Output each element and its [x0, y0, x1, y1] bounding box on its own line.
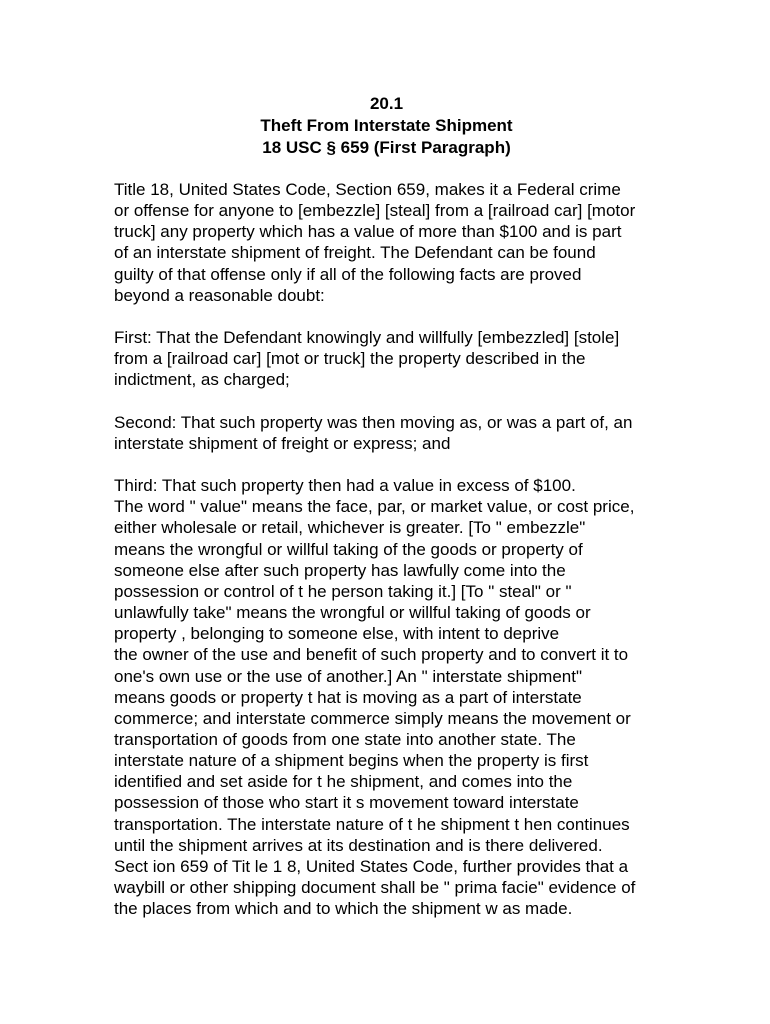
document-heading: [114, 93, 659, 159]
intro-paragraph: Title 18, United States Code, Section 659, makes it a Federal crime or offense for anyone to [embezzle] [steal] from a [railroad car] [motor truck] any property which has a value of more than $100 and is part of an interstate shipment of freight. The Defendant can be found guilty of that offense only if all of the following facts are proved beyond a reasonable doubt:: [114, 180, 636, 305]
statute-citation: 18 USC § 659 (First Paragraph): [262, 138, 511, 157]
first-element-paragraph: First: That the Defendant knowingly and willfully [embezzled] [stole] from a [railroad car] [mot or truck] the property described in the indictment, as charged;: [114, 328, 620, 390]
second-element-paragraph: Second: That such property was then moving as, or was a part of, an interstate shipment of freight or express; and: [114, 412, 633, 453]
document-page: [114, 93, 659, 919]
document-body: [114, 179, 659, 919]
definitions-paragraph: The word " value" means the face, par, or market value, or cost price, either wholesale or retail, whichever is greater. [To " embezzle" means the wrongful or willful taking of the goods or property of someone else after such property has lawfully come into the possession or control of t he person taking it.] [To " steal" or " unlawfully take" means the wrongful or willful taking of goods or property , belonging to someone else, with intent to deprive the owner of the use and benefit of such property and to convert it to one's own use or the use of another.] An " interstate shipment" means goods or property t hat is moving as a part of interstate commerce; and interstate commerce simply means the movement or transportation of goods from one state into another state. The interstate nature of a shipment begins when the property is first identified and set aside for t he shipment, and comes into the possession of those who start it s movement toward interstate transportation. The interstate nature of t he shipment t hen continues until the shipment arrives at its destination and is there delivered. Sect ion 659 of Tit le 1 8, United States Code, further provides that a waybill or other shipping document shall be " prima facie" evidence of the places from which and to which the shipment w as made.: [114, 497, 636, 919]
section-title: Theft From Interstate Shipment: [260, 116, 513, 135]
third-element-paragraph: Third: That such property then had a value in excess of $100.: [114, 476, 576, 496]
section-number: 20.1: [369, 94, 404, 113]
